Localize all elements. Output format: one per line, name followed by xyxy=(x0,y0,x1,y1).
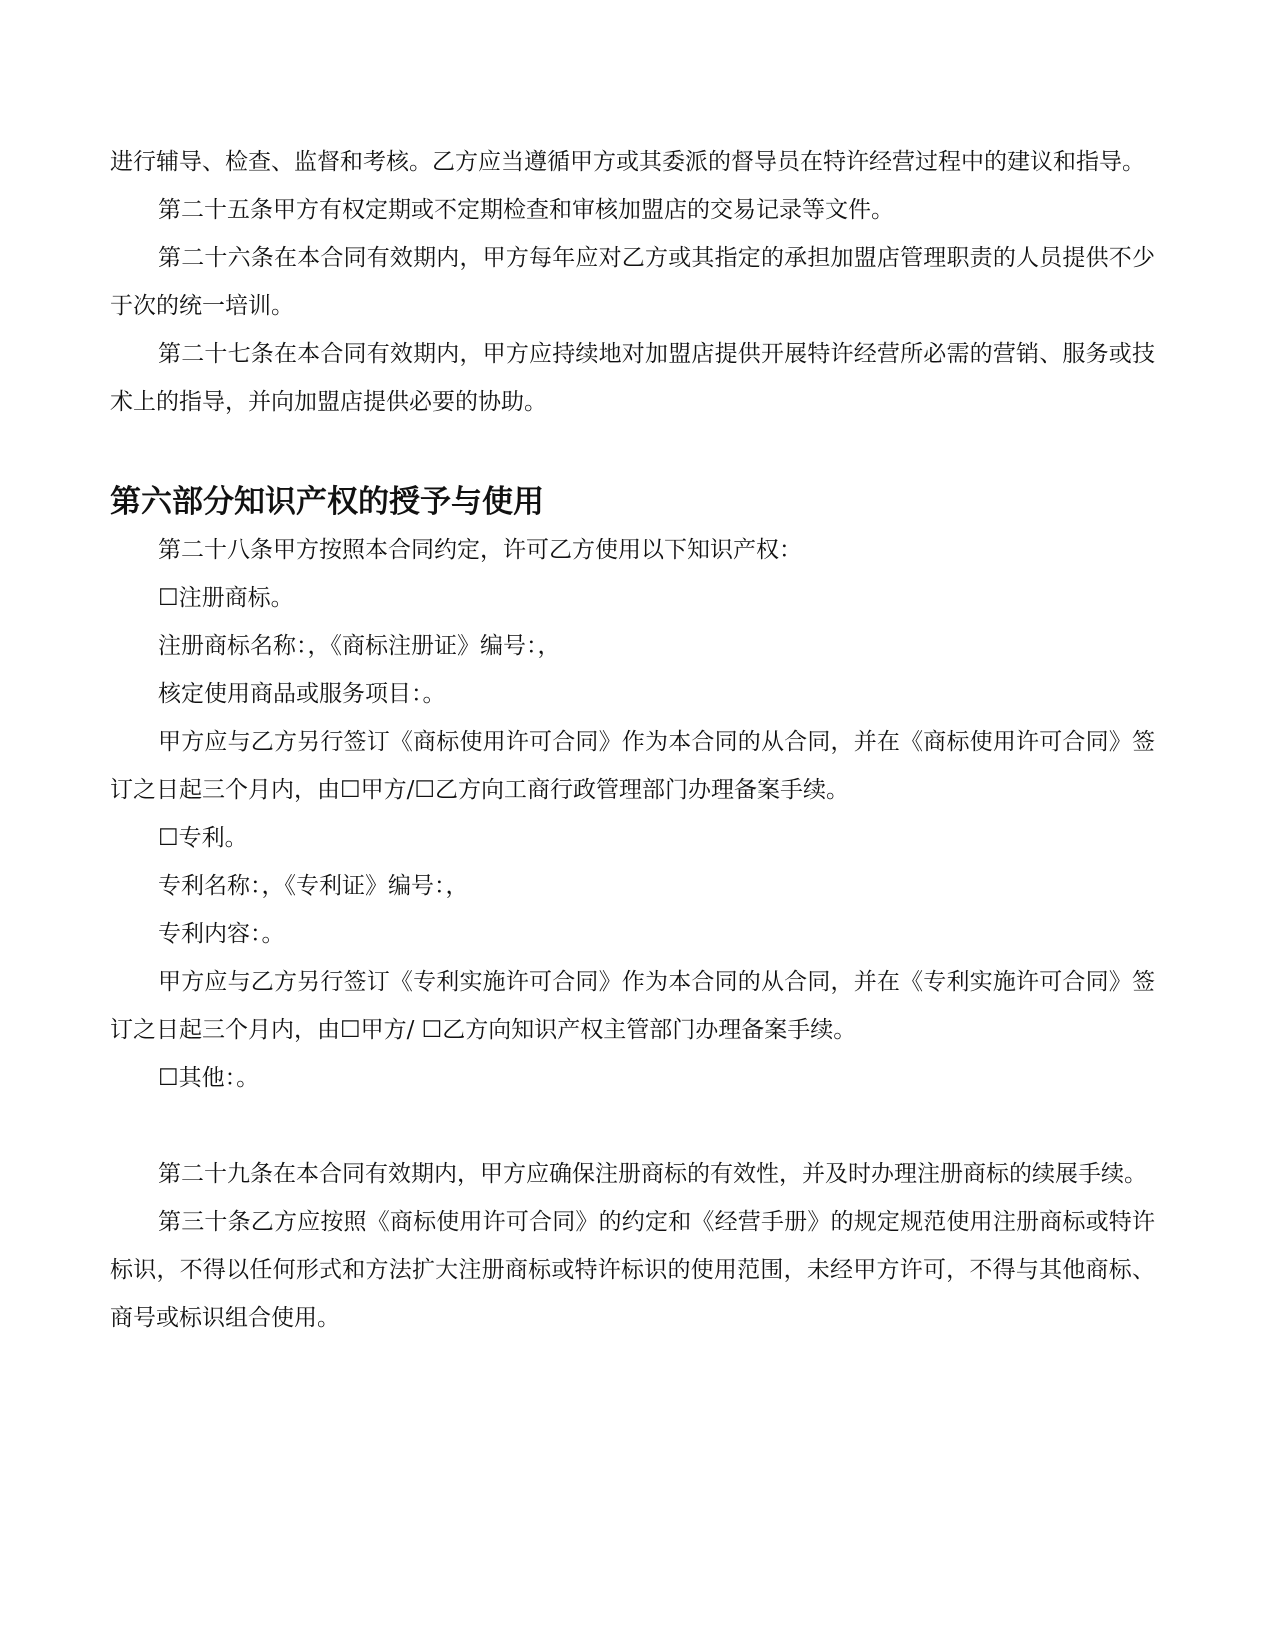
article-25: 第二十五条甲方有权定期或不定期检查和审核加盟店的交易记录等文件。 xyxy=(158,197,894,223)
patent-name-line: 专利名称：，《专利证》编号：， xyxy=(158,873,469,899)
checkbox-item-trademark: ☐注册商标。 xyxy=(158,585,294,611)
spacer xyxy=(110,1102,1155,1150)
article-26: 第二十六条在本合同有效期内，甲方每年应对乙方或其指定的承担加盟店管理职责的人员提供不少于次的统一培训。 xyxy=(110,245,1155,319)
checkbox-item-patent: ☐专利。 xyxy=(158,825,248,851)
section-heading: 第六部分知识产权的授予与使用 xyxy=(110,484,544,520)
article-28: 第二十八条甲方按照本合同约定，许可乙方使用以下知识产权： xyxy=(158,537,802,563)
patent-contract-paragraph: 甲方应与乙方另行签订《专利实施许可合同》作为本合同的从合同，并在《专利实施许可合同》签订之日起三个月内，由☐甲方/ ☐乙方向知识产权主管部门办理备案手续。 xyxy=(110,969,1155,1043)
trademark-scope-line: 核定使用商品或服务项目：。 xyxy=(158,681,446,707)
document-page xyxy=(110,138,1155,1342)
checkbox-item-other: ☐其他：。 xyxy=(158,1065,260,1091)
article-30: 第三十条乙方应按照《商标使用许可合同》的约定和《经营手册》的规定规范使用注册商标或特许标识，不得以任何形式和方法扩大注册商标或特许标识的使用范围，未经甲方许可，不得与其他商标、商号或标识组合使用。 xyxy=(110,1209,1155,1331)
spacer xyxy=(110,426,1155,478)
paragraph-continuation: 进行辅导、检查、监督和考核。乙方应当遵循甲方或其委派的督导员在特许经营过程中的建议和指导。 xyxy=(110,149,1145,175)
article-29: 第二十九条在本合同有效期内，甲方应确保注册商标的有效性，并及时办理注册商标的续展手续。 xyxy=(158,1161,1147,1187)
trademark-contract-paragraph: 甲方应与乙方另行签订《商标使用许可合同》作为本合同的从合同，并在《商标使用许可合同》签订之日起三个月内，由☐甲方/☐乙方向工商行政管理部门办理备案手续。 xyxy=(110,729,1155,803)
patent-content-line: 专利内容：。 xyxy=(158,921,285,947)
article-27: 第二十七条在本合同有效期内，甲方应持续地对加盟店提供开展特许经营所必需的营销、服务或技术上的指导，并向加盟店提供必要的协助。 xyxy=(110,341,1155,415)
trademark-name-line: 注册商标名称：，《商标注册证》编号：， xyxy=(158,633,561,659)
